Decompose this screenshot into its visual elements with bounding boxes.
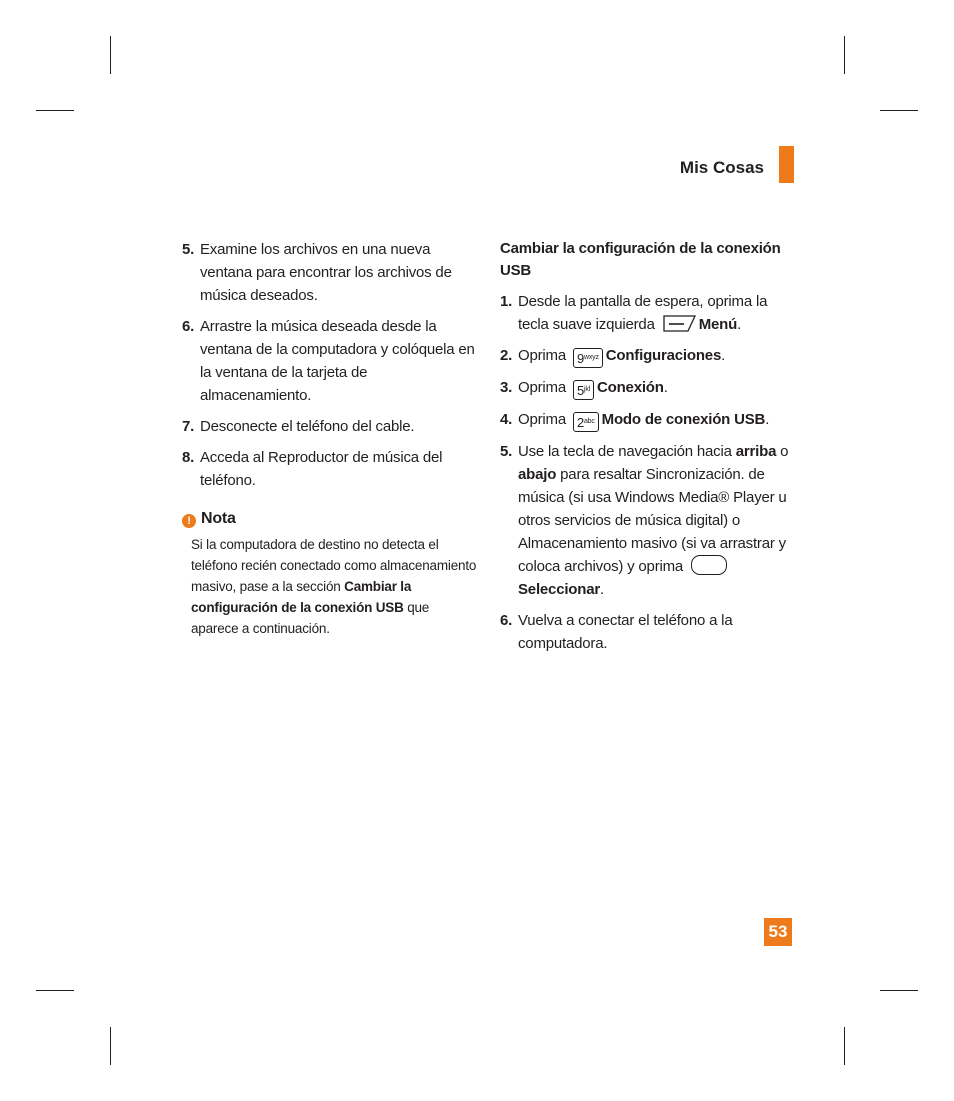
section-tab	[779, 146, 794, 183]
crop-mark	[36, 110, 74, 111]
key-digit: 2	[576, 415, 584, 430]
step-text: Oprima	[518, 347, 566, 364]
note-heading	[182, 508, 477, 530]
crop-mark	[110, 36, 111, 74]
page-number: 53	[764, 918, 792, 946]
key-letters: abc	[583, 418, 595, 425]
step-text: o	[776, 443, 789, 460]
crop-mark	[36, 990, 74, 991]
punctuation: .	[765, 411, 770, 428]
step-8	[182, 446, 477, 492]
step-text: Desde la pantalla de espera, oprima la tecla suave izquierda	[518, 293, 768, 333]
note-body	[191, 534, 477, 639]
right-column	[500, 238, 800, 663]
usb-step-1	[500, 290, 800, 336]
step-number: 6.	[500, 612, 513, 629]
step-number: 4.	[500, 411, 513, 428]
step-text: Desconecte el teléfono del cable.	[200, 418, 415, 435]
step-number: 2.	[500, 347, 513, 364]
usb-step-3	[500, 376, 800, 400]
punctuation: .	[663, 379, 668, 396]
key-letters: wxyz	[583, 354, 599, 361]
step-number: 8.	[182, 449, 195, 466]
step-text: Use la tecla de navegación hacia	[518, 443, 736, 460]
crop-mark	[844, 36, 845, 74]
step-text: Oprima	[518, 411, 566, 428]
ok-key-icon	[691, 555, 727, 575]
note-box	[182, 508, 477, 639]
key-9-icon	[573, 348, 603, 368]
step-6	[182, 315, 477, 407]
menu-label: Menú	[698, 316, 738, 333]
note-title: Nota	[201, 510, 236, 527]
left-column	[182, 238, 477, 639]
usb-step-4	[500, 408, 800, 432]
step-number: 7.	[182, 418, 195, 435]
key-letters: jkl	[583, 386, 590, 393]
step-number: 6.	[182, 318, 195, 335]
key-digit: 5	[576, 383, 584, 398]
step-text: Vuelva a conectar el teléfono a la computadora.	[518, 612, 733, 652]
step-number: 5.	[500, 443, 513, 460]
crop-mark	[844, 1027, 845, 1065]
punctuation: .	[721, 347, 726, 364]
key-2-icon	[573, 412, 599, 432]
step-text: Oprima	[518, 379, 566, 396]
up-label: arriba	[735, 443, 777, 460]
key-digit: 9	[576, 351, 584, 366]
step-number: 5.	[182, 241, 195, 258]
crop-mark	[110, 1027, 111, 1065]
usb-step-5	[500, 440, 800, 601]
crop-mark	[880, 990, 918, 991]
punctuation: .	[600, 581, 604, 598]
step-text: Acceda al Reproductor de música del teléfono.	[200, 449, 443, 489]
down-label: abajo	[518, 466, 557, 483]
section-title: Mis Cosas	[679, 158, 764, 177]
step-text: Examine los archivos en una nueva ventana para encontrar los archivos de música deseados.	[200, 241, 452, 304]
step-7	[182, 415, 477, 438]
note-text-end: que aparece a continuación.	[191, 600, 430, 636]
usb-step-6	[500, 609, 800, 655]
connection-label: Conexión	[597, 379, 664, 396]
punctuation: .	[737, 316, 742, 333]
note-text: Si la computadora de destino no detecta el teléfono recién conectado como almacenamiento masivo, pase a la sección	[191, 537, 477, 594]
subsection-heading: Cambiar la configuración de la conexión USB	[500, 240, 781, 279]
crop-mark	[880, 110, 918, 111]
step-text: Arrastre la música deseada desde la ventana de la computadora y colóquela en la ventana de la tarjeta de almacenamiento.	[200, 318, 475, 404]
warning-icon: !	[182, 514, 196, 528]
step-number: 3.	[500, 379, 513, 396]
note-link-text: Cambiar la configuración de la conexión USB	[191, 579, 412, 615]
key-5-icon	[573, 380, 594, 400]
usb-step-2	[500, 344, 800, 368]
settings-label: Configuraciones	[605, 347, 722, 364]
left-softkey-icon	[662, 315, 696, 332]
step-number: 1.	[500, 293, 513, 310]
select-label: Seleccionar	[518, 581, 601, 598]
step-5	[182, 238, 477, 307]
step-text: para resaltar Sincronización. de música (si usa Windows Media® Player u otros servicios de música digital) o Almacenamiento masivo (si va arrastrar y coloca archivos) y oprima	[518, 466, 787, 575]
usb-mode-label: Modo de conexión USB	[601, 411, 766, 428]
